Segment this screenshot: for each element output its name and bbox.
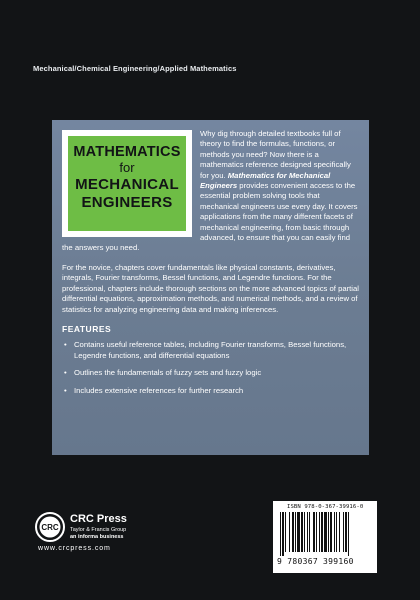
publisher-website: www.crcpress.com <box>38 545 111 552</box>
cover-title-line-1: MATHEMATICS <box>73 144 181 160</box>
bullet-icon: • <box>64 340 67 350</box>
barcode-bar <box>301 512 303 552</box>
barcode-bar <box>348 512 349 556</box>
barcode-bar <box>328 512 329 552</box>
barcode-bar <box>324 512 327 552</box>
intro-text-a: Why dig through detailed textbooks full of theory to find the formulas, functions, or methods you need? Now there is a mathematics reference designed specifically for you. <box>200 129 351 180</box>
feature-item-text: Includes extensive references for further research <box>74 385 244 395</box>
barcode-bar <box>321 512 323 552</box>
intro-book-title: Mathematics for Mechanical Engineers <box>200 170 331 191</box>
barcode-bar <box>295 512 296 552</box>
crc-logo-icon <box>35 512 65 542</box>
description-paragraph-2: For the novice, chapters cover fundamentals like physical constants, derivatives, integrals, Fourier transforms, Bessel functions, and Legendre functions. For the professional, chapters include thorough sections on the more advanced topics of partial differential equations, approximation methods, and numerical methods, and a review of statistics for analyzing engineering data and making inferences. <box>62 262 360 314</box>
intro-text-b: provides convenient access to the essential problem solving tools that mechanical engineers use every day. It covers applications from the many different facets of mechanical engineering, from basic through advanced, to ensure that you can easily find the answers you need. <box>62 181 358 253</box>
feature-item <box>62 368 360 378</box>
cover-title <box>68 136 186 231</box>
barcode-bar <box>307 512 308 552</box>
barcode-bar <box>313 512 315 552</box>
category-line: Mechanical/Chemical Engineering/Applied Mathematics <box>33 64 237 73</box>
barcode-bar <box>334 512 335 552</box>
cover-title-line-4: ENGINEERS <box>81 194 173 211</box>
cover-title-line-3: MECHANICAL <box>75 176 179 193</box>
description-panel <box>52 120 369 455</box>
feature-item <box>62 386 360 396</box>
barcode-bar <box>330 512 332 552</box>
barcode-bar <box>316 512 317 552</box>
publisher-subline: an informa business <box>70 534 124 540</box>
barcode-bar <box>297 512 300 552</box>
features-list <box>62 340 360 396</box>
barcode-bar <box>339 512 340 552</box>
bullet-icon: • <box>64 385 67 395</box>
publisher-name: CRC Press <box>70 513 127 525</box>
barcode-bar <box>309 512 310 552</box>
barcode-bar <box>292 512 294 552</box>
barcode-bar <box>289 512 290 552</box>
features-heading: FEATURES <box>62 323 112 334</box>
barcode-bar <box>304 512 305 552</box>
barcode-bar <box>285 512 286 552</box>
barcode-bar <box>345 512 347 552</box>
barcode <box>273 501 377 573</box>
barcode-bar <box>319 512 320 552</box>
barcode-bar <box>282 512 284 556</box>
bullet-icon: • <box>64 368 67 378</box>
cover-title-line-2: for <box>119 160 135 175</box>
barcode-digits: 9 780367 399160 <box>277 557 354 566</box>
barcode-bars <box>277 512 373 556</box>
barcode-bar <box>336 512 337 552</box>
isbn-text: ISBN 978-0-367-39916-0 <box>287 504 364 510</box>
feature-item-text: Outlines the fundamentals of fuzzy sets and fuzzy logic <box>74 368 262 378</box>
barcode-bar <box>343 512 344 552</box>
feature-item-text: Contains useful reference tables, including Fourier transforms, Bessel functions, Legendre functions, and differential equations <box>74 340 347 360</box>
crc-logo-text: CRC <box>41 523 59 532</box>
publisher-group: Taylor & Francis Group <box>70 527 127 533</box>
feature-item <box>62 340 360 361</box>
cover-title-box <box>62 130 192 237</box>
barcode-bar <box>280 512 281 556</box>
